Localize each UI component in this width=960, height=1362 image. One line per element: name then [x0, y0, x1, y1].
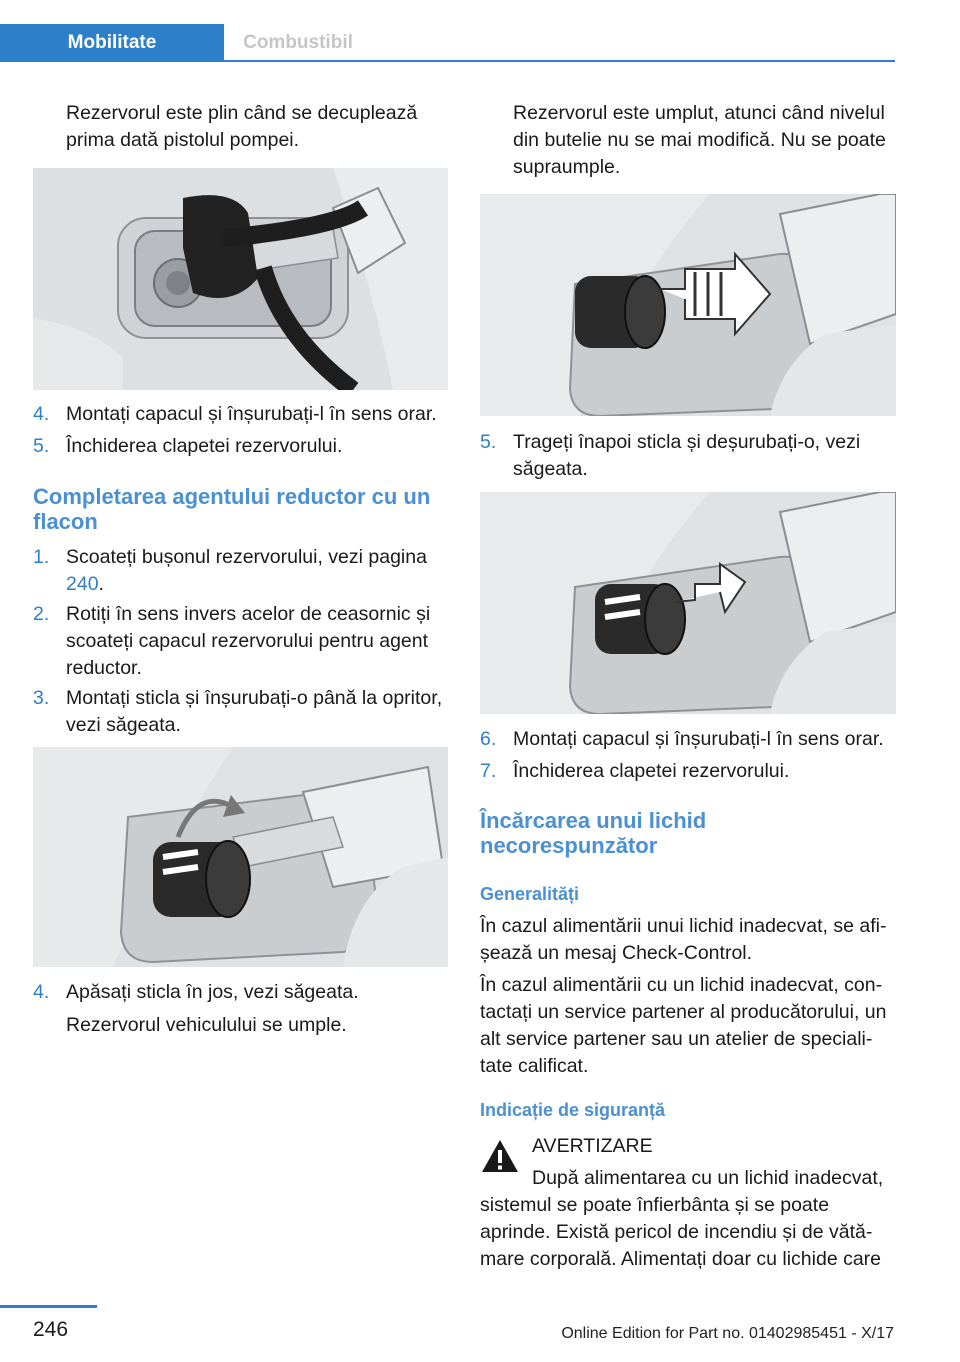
step-text: Montați sticla și înșurubați-o până la opritor, vezi săgeata. [66, 687, 443, 736]
step-number: 4. [33, 981, 50, 1003]
page-number: 246 [33, 1318, 69, 1341]
intro-paragraph: Rezervorul este plin când se decuplează prima dată pistolul pompei. [66, 102, 418, 151]
step-number: 2. [33, 603, 50, 625]
step-text: Închiderea clapetei rezervorului. [66, 435, 343, 457]
step-text: Montați capacul și înșurubați-l în sens orar. [66, 403, 437, 425]
step-number: 1. [33, 546, 50, 568]
figure-fuel-nozzle [33, 168, 448, 390]
edition-footer: Online Edition for Part no. 01402985451 - X/17 [561, 1325, 894, 1342]
tab-combustibil[interactable]: Combustibil [243, 32, 353, 53]
figure-bottle-insert [33, 747, 448, 967]
header-rule [0, 60, 895, 62]
section-title: Încărcarea unui lichid necorespunzător [480, 808, 707, 858]
step-number: 5. [480, 431, 497, 453]
step-text: Montați capacul și înșurubați-l în sens orar. [513, 728, 884, 750]
section-title: Completarea agentului reductor cu un flacon [33, 484, 431, 534]
page-link-240[interactable]: 240 [66, 573, 99, 595]
figure-pull-bottle [480, 194, 896, 416]
step-number: 6. [480, 728, 497, 750]
tab-mobilitate[interactable]: Mobilitate [0, 24, 224, 61]
step-text: Scoateți bușonul rezervorului, vezi pagina 240. [66, 546, 427, 595]
step-number: 5. [33, 435, 50, 457]
step-number: 4. [33, 403, 50, 425]
step-text: Trageți înapoi sticla și deșurubați-o, vezi săgeata. [513, 431, 861, 480]
step-number: 7. [480, 760, 497, 782]
subsection-title: Indicație de siguranță [480, 1100, 666, 1120]
step-text: Apăsați sticla în jos, vezi săgeata. [66, 981, 359, 1003]
figure-unscrew-bottle [480, 492, 896, 714]
step-note: Rezervorul vehiculului se umple. [66, 1014, 347, 1036]
paragraph: În cazul alimentării unui lichid inadecvat, se afișează un mesaj Check-Control. [480, 915, 887, 964]
step-number: 3. [33, 687, 50, 709]
paragraph: În cazul alimentării cu un lichid inadecvat, contactați un service partener al producătorului, un alt service partener sau un atelier de specialitate calificat. [480, 974, 887, 1077]
warning-text: După alimentarea cu un lichid inadecvat, sistemul se poate înfierbânta și se poate aprinde. Există pericol de incendiu și de vătămare corporală. Alimentați doar cu lichide care [480, 1167, 884, 1270]
footer-rule [0, 1305, 97, 1308]
step-text: Închiderea clapetei rezervorului. [513, 760, 790, 782]
warning-title: AVERTIZARE [532, 1135, 653, 1157]
subsection-title: Generalități [480, 884, 580, 904]
step-text: Rotiți în sens invers acelor de ceasornic și scoateți capacul rezervorului pentru agent reductor. [66, 603, 431, 679]
intro-paragraph: Rezervorul este umplut, atunci când nivelul din butelie nu se mai modifică. Nu se poate supraumple. [513, 102, 886, 178]
